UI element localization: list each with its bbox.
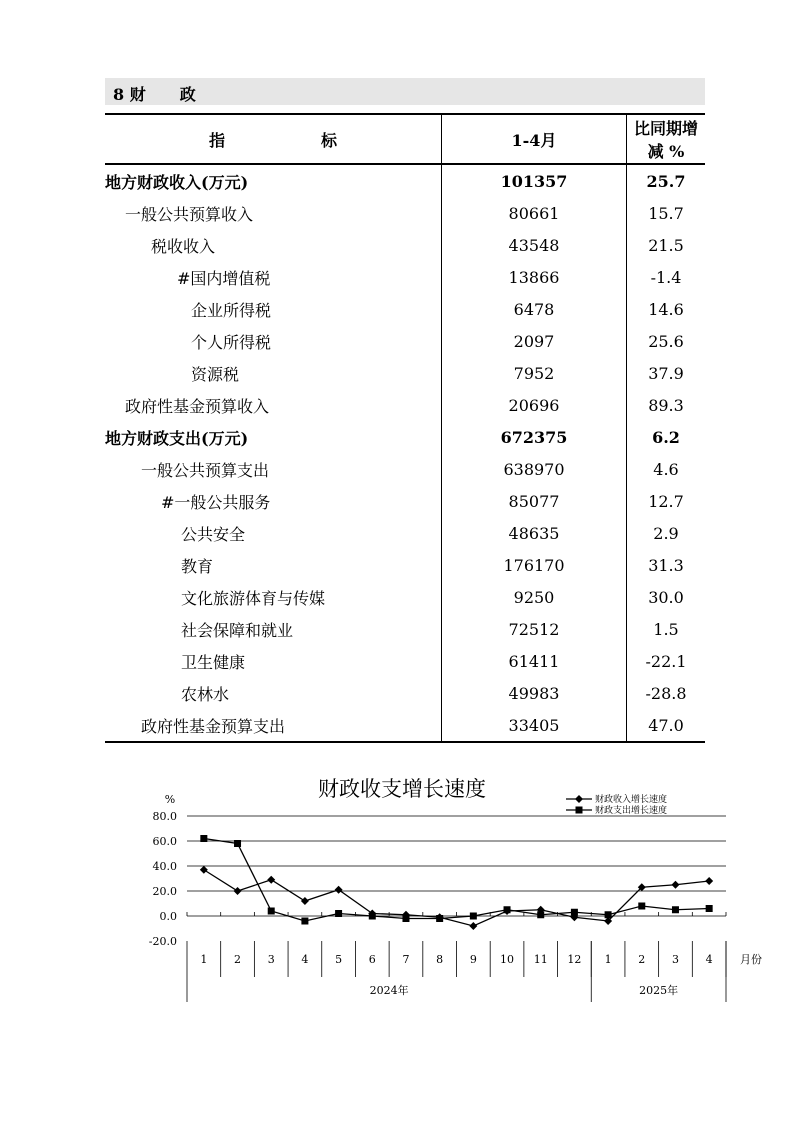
- row-value: 48635: [442, 517, 627, 549]
- table-row: [105, 677, 705, 709]
- revenue-point: [705, 877, 713, 885]
- row-change: 25.6: [648, 331, 684, 351]
- expenditure-point: [301, 918, 308, 925]
- y-axis-unit: %: [164, 793, 176, 806]
- expenditure-point: [537, 911, 544, 918]
- row-change: 2.9: [653, 523, 679, 543]
- table-row: [105, 645, 705, 677]
- year-label: 2024年: [369, 984, 409, 997]
- x-tick-label: 3: [267, 953, 275, 966]
- x-tick-label: 7: [402, 953, 410, 966]
- x-tick-label: 1: [200, 953, 208, 966]
- expenditure-point: [638, 903, 645, 910]
- row-label: 地方财政收入(万元): [105, 164, 442, 197]
- x-tick-label: 12: [567, 953, 582, 966]
- row-change: -22.1: [645, 651, 687, 671]
- section-title: [113, 82, 196, 105]
- header-change: 比同期增减 %: [627, 114, 706, 164]
- row-label: 农林水: [105, 677, 442, 709]
- row-change: 12.7: [648, 491, 684, 511]
- table-row: [105, 164, 705, 197]
- growth-chart: [140, 770, 780, 1010]
- expenditure-point: [706, 905, 713, 912]
- x-axis-label: 月份: [740, 953, 762, 966]
- section-number: 8: [113, 85, 125, 104]
- row-change: 4.6: [653, 459, 679, 479]
- row-label: 教育: [105, 549, 442, 581]
- expenditure-point: [470, 913, 477, 920]
- table-header-row: [105, 114, 705, 164]
- expenditure-point: [200, 835, 207, 842]
- y-tick-label: 40.0: [152, 860, 177, 873]
- expenditure-point: [436, 915, 443, 922]
- row-change: 31.3: [648, 555, 684, 575]
- expenditure-point: [268, 908, 275, 915]
- revenue-point: [234, 887, 242, 895]
- row-change: 14.6: [648, 299, 684, 319]
- revenue-point: [671, 881, 679, 889]
- x-tick-label: 1: [604, 953, 612, 966]
- row-value: 49983: [442, 677, 627, 709]
- chart-title: 财政收支增长速度: [318, 777, 486, 801]
- row-label: 一般公共预算收入: [105, 197, 442, 229]
- finance-table: [105, 113, 705, 743]
- row-label: 政府性基金预算收入: [105, 389, 442, 421]
- row-value: 101357: [442, 164, 627, 197]
- header-indicator: 指 标: [105, 114, 442, 164]
- row-value: 13866: [442, 261, 627, 293]
- year-label: 2025年: [639, 984, 679, 997]
- row-change: 37.9: [648, 363, 684, 383]
- row-change: 21.5: [648, 235, 684, 255]
- row-label: 资源税: [105, 357, 442, 389]
- header-period: 1-4月: [442, 114, 627, 164]
- table-row: [105, 197, 705, 229]
- legend-label-expenditure: 财政支出增长速度: [595, 806, 668, 816]
- table-row: [105, 357, 705, 389]
- row-value: 20696: [442, 389, 627, 421]
- row-label: 税收收入: [105, 229, 442, 261]
- row-value: 33405: [442, 709, 627, 742]
- x-tick-label: 2: [234, 953, 242, 966]
- table-row: [105, 581, 705, 613]
- row-label: 社会保障和就业: [105, 613, 442, 645]
- row-change: 15.7: [648, 203, 684, 223]
- expenditure-point: [234, 840, 241, 847]
- row-value: 72512: [442, 613, 627, 645]
- expenditure-point: [571, 909, 578, 916]
- row-value: 80661: [442, 197, 627, 229]
- expenditure-point: [504, 906, 511, 913]
- row-label: 政府性基金预算支出: [105, 709, 442, 742]
- row-change: -28.8: [645, 683, 687, 703]
- row-label: 一般公共预算支出: [105, 453, 442, 485]
- table-row: [105, 709, 705, 742]
- revenue-point: [335, 886, 343, 894]
- row-value: 176170: [442, 549, 627, 581]
- row-change: -1.4: [650, 267, 682, 287]
- y-tick-label: 80.0: [152, 810, 177, 823]
- table-row: [105, 293, 705, 325]
- legend-label-revenue: 财政收入增长速度: [595, 795, 668, 805]
- row-label: 地方财政支出(万元): [105, 421, 442, 453]
- x-tick-label: 5: [335, 953, 343, 966]
- row-change: 25.7: [646, 171, 686, 191]
- y-tick-label: 20.0: [152, 885, 177, 898]
- y-tick-label: 0.0: [159, 910, 177, 923]
- x-tick-label: 4: [301, 953, 309, 966]
- row-value: 6478: [442, 293, 627, 325]
- row-change: 47.0: [627, 709, 706, 742]
- table-row: [105, 421, 705, 453]
- row-value: 9250: [442, 581, 627, 613]
- row-value: 672375: [442, 421, 627, 453]
- row-label: #一般公共服务: [105, 485, 442, 517]
- y-tick-label: -20.0: [148, 935, 177, 948]
- expenditure-point: [335, 910, 342, 917]
- table-row: [105, 325, 705, 357]
- x-tick-label: 11: [533, 953, 548, 966]
- x-tick-label: 10: [500, 953, 515, 966]
- section-header: [105, 78, 705, 105]
- row-value: 2097: [442, 325, 627, 357]
- revenue-point: [469, 922, 477, 930]
- revenue-point: [301, 897, 309, 905]
- row-change: 6.2: [652, 427, 680, 447]
- table-row: [105, 517, 705, 549]
- expenditure-point: [402, 915, 409, 922]
- table-row: [105, 261, 705, 293]
- table-row: [105, 453, 705, 485]
- row-label: 公共安全: [105, 517, 442, 549]
- row-value: 61411: [442, 645, 627, 677]
- x-tick-label: 2: [638, 953, 646, 966]
- expenditure-point: [672, 906, 679, 913]
- section-title-a: 财: [129, 85, 146, 104]
- table-row: [105, 613, 705, 645]
- row-label: #国内增值税: [105, 261, 442, 293]
- expenditure-point: [605, 911, 612, 918]
- row-label: 个人所得税: [105, 325, 442, 357]
- table-row: [105, 549, 705, 581]
- row-value: 43548: [442, 229, 627, 261]
- table-row: [105, 229, 705, 261]
- x-tick-label: 4: [705, 953, 713, 966]
- row-value: 638970: [442, 453, 627, 485]
- legend-square-icon: [576, 807, 583, 814]
- x-tick-label: 9: [469, 953, 477, 966]
- series-line-expenditure: [204, 839, 709, 922]
- x-tick-label: 8: [436, 953, 444, 966]
- row-change: 1.5: [653, 619, 679, 639]
- row-change: 89.3: [648, 395, 684, 415]
- table-row: [105, 389, 705, 421]
- growth-chart-svg: [140, 770, 780, 1010]
- row-label: 卫生健康: [105, 645, 442, 677]
- row-value: 85077: [442, 485, 627, 517]
- expenditure-point: [369, 913, 376, 920]
- x-tick-label: 3: [671, 953, 679, 966]
- chart-legend: [566, 793, 667, 816]
- row-change: 30.0: [648, 587, 684, 607]
- revenue-point: [267, 876, 275, 884]
- section-title-b: 政: [179, 85, 196, 104]
- table-row: [105, 485, 705, 517]
- revenue-point: [200, 866, 208, 874]
- row-label: 企业所得税: [105, 293, 442, 325]
- x-tick-label: 6: [368, 953, 376, 966]
- row-label: 文化旅游体育与传媒: [105, 581, 442, 613]
- y-tick-label: 60.0: [152, 835, 177, 848]
- legend-diamond-icon: [575, 795, 583, 803]
- row-value: 7952: [442, 357, 627, 389]
